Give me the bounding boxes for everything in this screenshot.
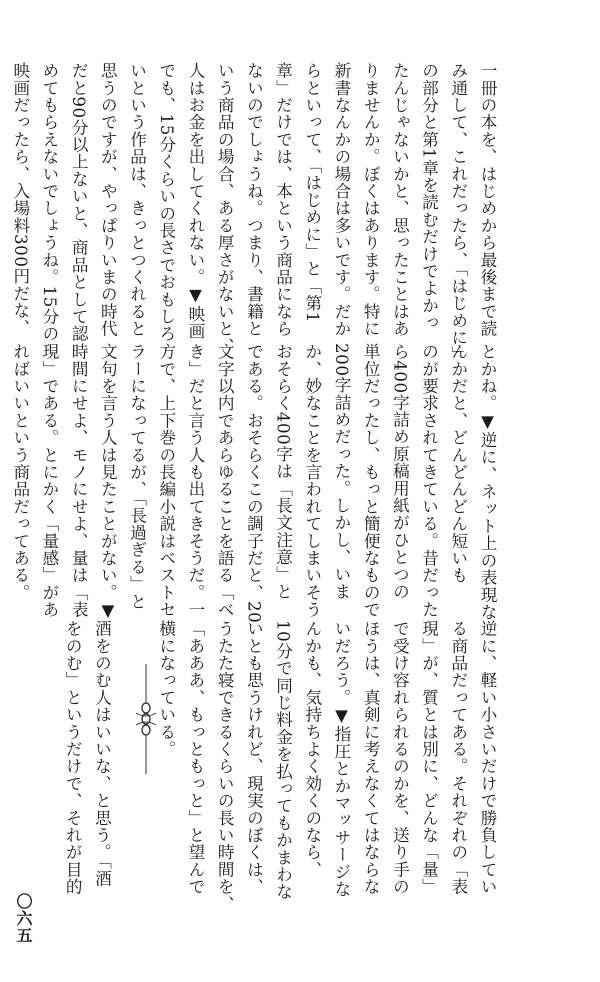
text-column: み通して、これだったら、「はじめに」: [448, 62, 468, 364]
text-column: き」だと言う人も出てきそうだ。一: [185, 343, 205, 619]
text-column: だと90分以上ないと、商品として認: [69, 62, 89, 343]
text-block-2: [6, 343, 502, 624]
text-column: とかね。▼逆に、ネット上の表現な: [478, 343, 497, 621]
page-number: 〇六五: [14, 893, 33, 944]
text-column: 一冊の本を、はじめから最後まで読: [478, 62, 497, 338]
text-column: 酒をのむ人はいいな、と思う。「酒: [92, 620, 112, 887]
text-column: おそらく400字は「長文注意」と: [273, 343, 293, 601]
text-column: で受け容れられるのかを、送り手の: [390, 620, 410, 896]
text-column: をのむ」というだけで、それが目的: [63, 620, 83, 896]
text-column: 「あああ、もっともっと」と望んで: [185, 620, 205, 896]
text-column: んかも、気持ちよく効くのなら、: [302, 620, 322, 878]
text-column: らといって、「はじめに」と「第1: [302, 62, 322, 323]
text-column: 単位だったし、もっと簡便なもので: [361, 343, 381, 619]
text-column: のが要求されてきている。昔だった: [419, 343, 439, 619]
text-column: いとも思うけれど、現実のぼくは、: [244, 620, 264, 896]
text-column: である。おそらくこの調子だと、20: [244, 343, 264, 624]
text-column: 方で、上下巻の長編小説はベストセ: [156, 343, 176, 619]
text-block-1: [6, 62, 502, 364]
text-column: 文字以内であらゆることを語る「べ: [215, 343, 235, 619]
text-column: 人はお金を出してくれない。▼映画: [185, 62, 205, 340]
text-column: 10分で同じ料金を払ってもかまわな: [273, 620, 293, 901]
text-column: ら400字詰め原稿用紙がひとつの: [390, 343, 410, 601]
text-column: でも、15分くらいの長さでおもしろ: [156, 62, 176, 343]
text-column: ラーになってるが、「長過ぎる」と: [127, 343, 147, 610]
text-column: 思うのですが、やっぱりいまの時代: [98, 62, 118, 338]
text-block-4: [58, 620, 116, 896]
text-column: りませんか。ぼくはあります。特に: [361, 62, 381, 338]
text-column: 逆に、軽い小さいだけで勝負してい: [478, 620, 497, 896]
text-column: 映画だったら、入場料300円だな、: [10, 62, 30, 337]
text-column: んかだと、どんどんどん短いも: [448, 343, 468, 584]
text-column: たんじゃないかと、思ったことはあ: [390, 62, 410, 338]
text-column: めてもらえないでしょうね。15分の: [39, 62, 59, 343]
text-column: 章」だけでは、本という商品になら: [273, 62, 293, 338]
text-column: 文句を言う人は見たことがない。▼: [98, 343, 118, 621]
text-column: ほうは、真剣に考えなくてはならな: [361, 620, 381, 896]
text-column: 新書なんかの場合は多いです。だか: [331, 62, 351, 338]
text-column: うたた寝できるくらいの長い時間を、: [215, 620, 235, 913]
flourish-divider-icon: [128, 662, 164, 776]
text-column: 横になっている。: [156, 620, 176, 758]
text-column: 現」である。とにかく「量感」があ: [39, 343, 59, 619]
text-column: 200字詰めだった。しかし、いま: [331, 343, 351, 601]
text-column: いという作品は、きっとつくれると: [127, 62, 147, 338]
text-column: いだろう。▼指圧とかマッサージな: [331, 620, 351, 898]
text-column: の部分と第1章を読むだけでよかっ: [419, 62, 439, 332]
text-column: ないのでしょうね。つまり、書籍と: [244, 62, 264, 338]
text-block-3: [152, 620, 502, 913]
text-column: か、妙なことを言われてしまいそう: [302, 343, 322, 619]
text-column: ればいいという商品だってある。: [10, 343, 30, 601]
text-column: いう商品の場合、ある厚さがないと、: [215, 62, 235, 355]
text-column: 時間にせよ、モノにせよ、量は「表: [69, 343, 89, 619]
text-column: 現」が、質とは別に、どんな「量」: [419, 620, 439, 896]
text-column: る商品だってある。それぞれの「表: [448, 620, 468, 896]
